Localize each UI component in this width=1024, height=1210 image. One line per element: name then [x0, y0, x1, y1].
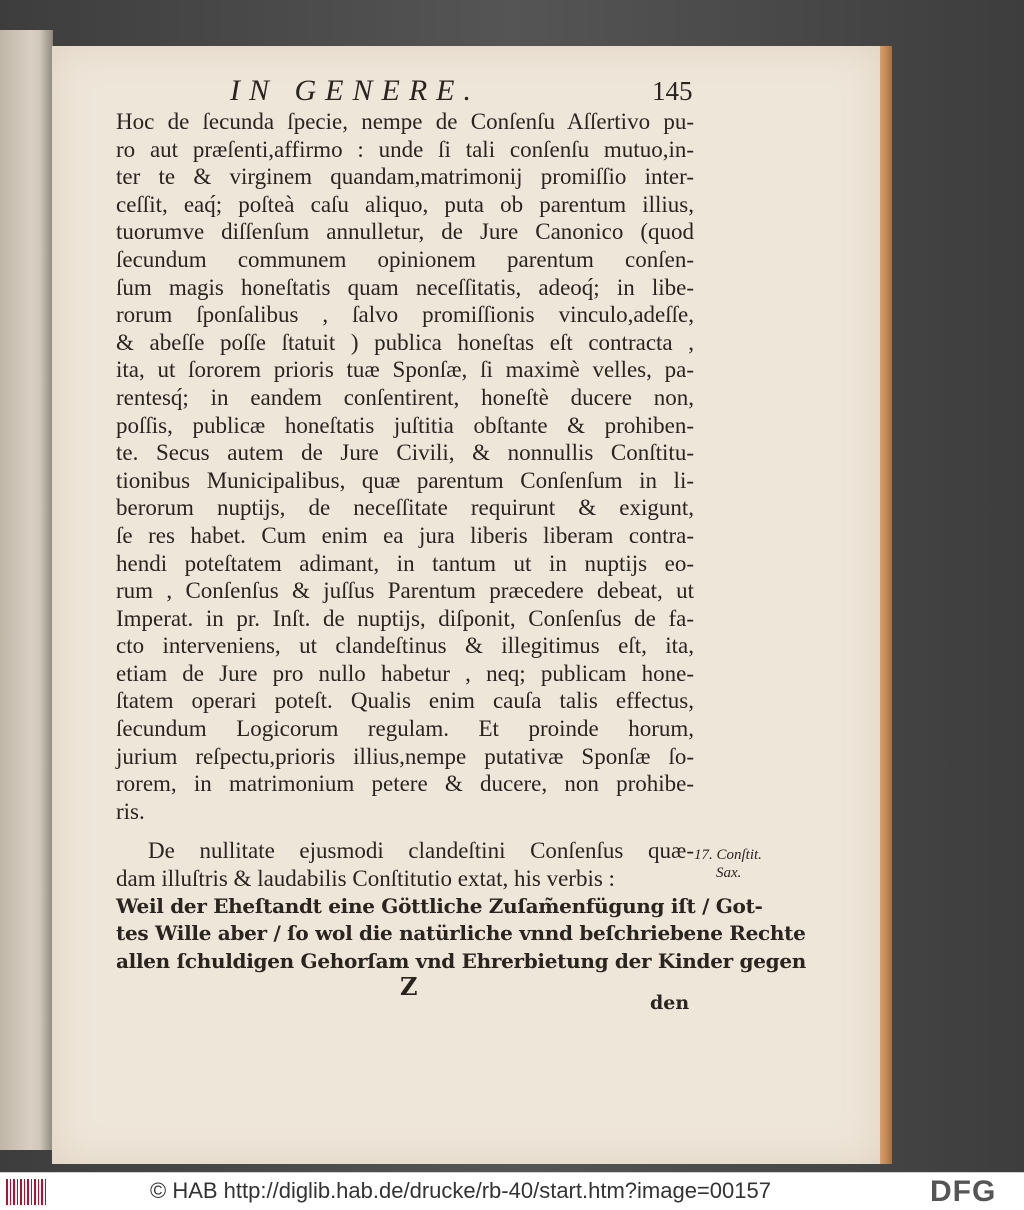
- dfg-logo: DFG: [930, 1175, 997, 1208]
- text-line: tionibus Municipalibus, quæ parentum Conſenſum in li-: [116, 467, 694, 493]
- paragraph-line: De nullitate ejusmodi clandeſtini Conſenſus quæ-: [148, 838, 694, 864]
- blackletter-line: Weil der Eheſtandt eine Göttliche Zuſam̃enfügung iſt / Got-: [116, 893, 763, 918]
- text-line: jurium reſpectu,prioris illius,nempe putativæ Sponſæ ſo-: [116, 743, 694, 769]
- text-line: ſecundum Logicorum regulam. Et proinde horum,: [116, 716, 694, 742]
- blackletter-line: allen ſchuldigen Gehorſam vnd Ehrerbietung der Kinder gegen: [116, 948, 807, 973]
- page-number: 145: [652, 76, 693, 106]
- previous-page-edge: [0, 30, 53, 1150]
- running-head: IN GENERE.: [230, 74, 480, 107]
- text-line: ceſſit, eaq́; poſteà caſu aliquo, puta ob parentum illius,: [116, 191, 694, 217]
- text-line: tuorumve diſſenſum annulletur, de Jure Canonico (quod: [116, 219, 694, 245]
- text-line: ſecundum communem opinionem parentum conſen-: [116, 246, 694, 272]
- signature-mark: Z: [400, 972, 418, 1001]
- text-line: poſſis, publicæ honeſtatis juſtitia obſtante & prohiben-: [116, 412, 694, 438]
- text-line: Imperat. in pr. Inſt. de nuptijs, diſponit, Conſenſus de fa-: [116, 605, 694, 631]
- text-line: & abeſſe poſſe ſtatuit ) publica honeſtas eſt contracta ,: [116, 329, 694, 355]
- text-line: rorem, in matrimonium petere & ducere, non prohibe-: [116, 771, 694, 797]
- text-line: ſtatem operari poteſt. Qualis enim cauſa talis effectus,: [116, 688, 694, 714]
- catchword: den: [650, 992, 690, 1014]
- text-line: ter te & virginem quandam,matrimonij promiſſio inter-: [116, 164, 694, 190]
- paragraph-line: dam illuſtris & laudabilis Conſtitutio extat, his verbis :: [116, 866, 615, 892]
- text-line: rentesq́; in eandem conſentirent, honeſtè ducere non,: [116, 384, 694, 410]
- text-line: Hoc de ſecunda ſpecie, nempe de Conſenſu Aſſertivo pu-: [116, 109, 694, 134]
- text-line: ita, ut ſororem prioris tuæ Sponſæ, ſi maximè velles, pa-: [116, 357, 694, 383]
- source-link[interactable]: © HAB http://diglib.hab.de/drucke/rb-40/start.htm?image=00157: [150, 1178, 771, 1203]
- page-edge: [878, 46, 892, 1164]
- footer-bar: [0, 1172, 1024, 1210]
- text-line: ſe res habet. Cum enim ea jura liberis liberam contra-: [116, 522, 694, 548]
- marginal-note: [694, 846, 762, 882]
- text-line: etiam de Jure pro nullo habetur , neq; publicam hone-: [116, 660, 694, 686]
- hab-barcode-icon: [6, 1179, 46, 1205]
- text-line: rum , Conſenſus & juſſus Parentum præcedere debeat, ut: [116, 578, 694, 604]
- text-line: berorum nuptijs, de neceſſitate requirunt & exigunt,: [116, 495, 694, 521]
- text-line: te. Secus autem de Jure Civili, & nonnullis Conſtitu-: [116, 440, 694, 466]
- blackletter-line: tes Wille aber / ſo wol die natürliche vnnd beſchriebene Rechte: [116, 921, 806, 946]
- marginal-note-line: Sax.: [716, 865, 742, 881]
- text-line: cto interveniens, ut clandeſtinus & illegitimus eſt, ita,: [116, 633, 694, 659]
- text-line: rorum ſponſalibus , ſalvo promiſſionis vinculo,adeſſe,: [116, 302, 694, 328]
- text-line: hendi poteſtatem adimant, in tantum ut in nuptijs eo-: [116, 550, 694, 576]
- text-line: ris.: [116, 798, 145, 824]
- text-line: ro aut præſenti,affirmo : unde ſi tali conſenſu mutuo,in-: [116, 136, 694, 162]
- marginal-note-line: 17. Conſtit.: [694, 847, 762, 863]
- text-line: ſum magis honeſtatis quam neceſſitatis, adeoq́; in libe-: [116, 274, 694, 300]
- gutter-shadow: [40, 30, 52, 1150]
